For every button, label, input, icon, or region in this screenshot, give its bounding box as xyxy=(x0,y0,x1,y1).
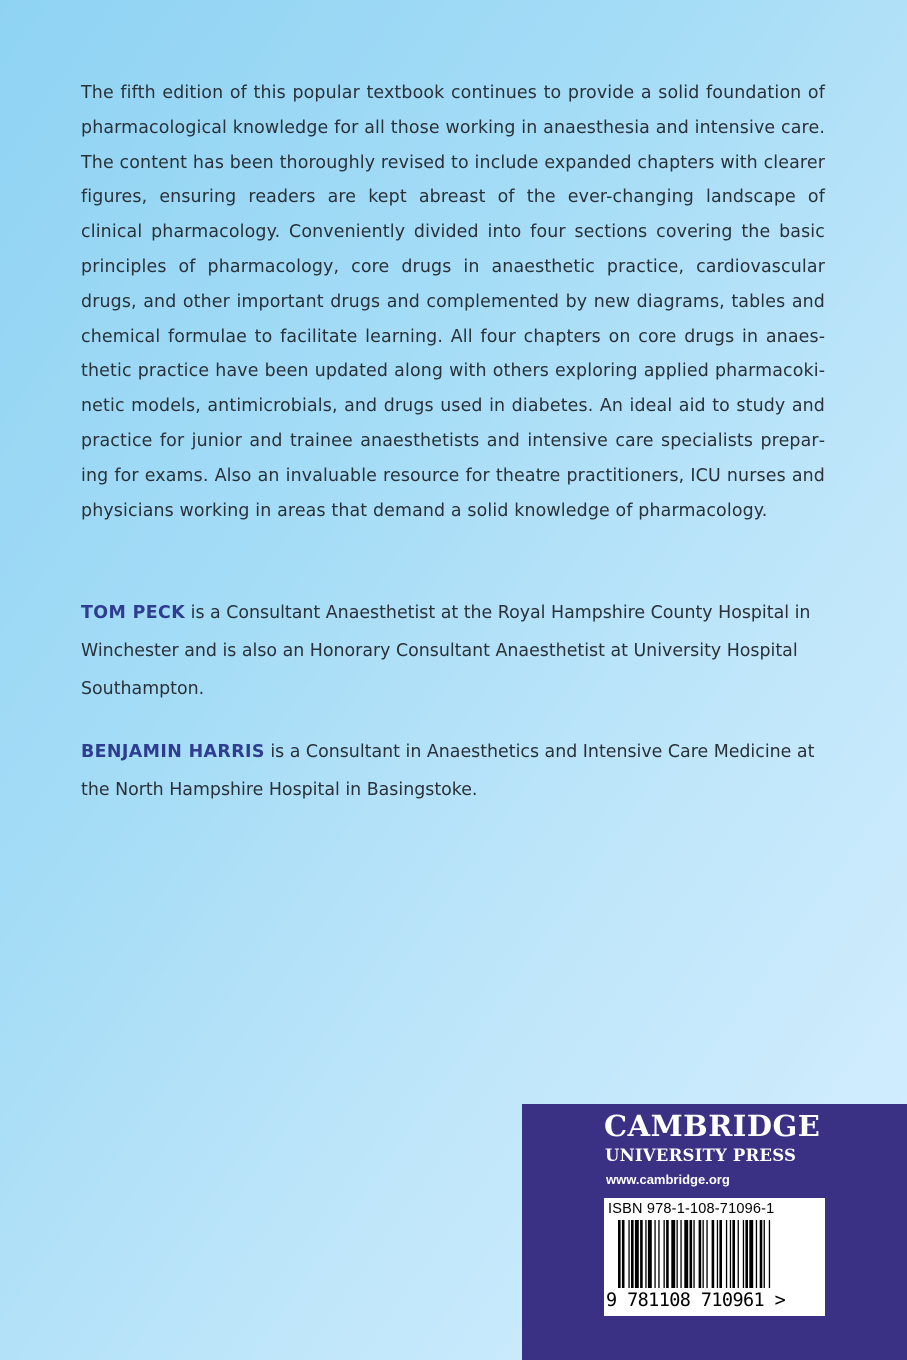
barcode-bar xyxy=(719,1220,722,1288)
barcode-bar xyxy=(648,1220,652,1288)
publisher-logo-name: CAMBRIDGE xyxy=(604,1109,821,1143)
barcode-bar xyxy=(717,1220,718,1288)
barcode-bar xyxy=(712,1220,715,1288)
barcode-bar xyxy=(760,1220,763,1288)
barcode-bar xyxy=(677,1220,678,1288)
barcode-bar xyxy=(680,1220,681,1288)
barcode-bar xyxy=(631,1220,634,1288)
barcode-bar xyxy=(730,1220,731,1288)
barcode-bar xyxy=(703,1220,704,1288)
barcode-bar xyxy=(693,1220,694,1288)
barcode-bar xyxy=(684,1220,688,1288)
barcode-bar xyxy=(635,1220,639,1288)
publisher-logo-press: UNIVERSITY PRESS xyxy=(605,1146,797,1165)
isbn-label: ISBN 978-1-108-71096-1 xyxy=(608,1201,775,1217)
barcode-bar xyxy=(769,1220,770,1288)
barcode-bar xyxy=(726,1220,727,1288)
author-name: BENJAMIN HARRIS xyxy=(81,742,265,762)
barcode-bar xyxy=(640,1220,643,1288)
publisher-block xyxy=(522,1104,907,1360)
barcode-bar xyxy=(622,1220,625,1288)
isbn-barcode xyxy=(604,1198,825,1316)
barcode-bar xyxy=(654,1220,655,1288)
author-bio-text: is a Consultant in Anaesthetics and Intensive Care Medicine at the North Hampshire Hospital in Basingstoke. xyxy=(81,742,815,800)
book-description: The fifth edition of this popular textbook continues to provide a solid foundation of pharmacological knowledge for all those working in anaesthesia and intensive care. The content has been thoroughly revised to include expanded chapters with clearer figures, ensuring readers are kept abreast of the ever-changing landscape of clinical pharmacology. Conveniently divided into four sections covering the basic principles of pharmacology, core drugs in anaesthetic practice, cardiovascular drugs, and other important drugs and complemented by new diagrams, tables and chemical formulae to facilitate learning. All four chapters on core drugs in anaesthetic practice have been updated along with others exploring applied pharmacokinetic models, antimicrobials, and drugs used in diabetes. An ideal aid to study and practice for junior and trainee anaesthetists and intensive care specialists preparing for exams. Also an invaluable resource for theatre practitioners, ICU nurses and physicians working in areas that demand a solid knowledge of pharmacology. xyxy=(81,83,825,521)
barcode-bar xyxy=(706,1220,707,1288)
barcode-bar xyxy=(645,1220,646,1288)
barcode-bar xyxy=(664,1220,665,1288)
barcode-bar xyxy=(732,1220,735,1288)
author-bio-benjamin-harris xyxy=(81,733,825,809)
barcode-bar xyxy=(749,1220,753,1288)
barcode-bar xyxy=(745,1220,748,1288)
barcode-bar xyxy=(658,1220,659,1288)
author-name: TOM PECK xyxy=(81,603,186,623)
barcode-bar xyxy=(671,1220,675,1288)
author-bio-text: is a Consultant Anaesthetist at the Royal Hampshire County Hospital in Winchester and is also an Honorary Consultant Anaesthetist at University Hospital Southampton. xyxy=(81,603,811,699)
barcode-bar xyxy=(666,1220,669,1288)
barcode-bar xyxy=(738,1220,739,1288)
author-bio-tom-peck xyxy=(81,594,825,708)
barcode-bar xyxy=(699,1220,702,1288)
publisher-url: www.cambridge.org xyxy=(606,1172,730,1187)
barcode-bar xyxy=(690,1220,693,1288)
barcode-bar xyxy=(764,1220,765,1288)
barcode-bar xyxy=(756,1220,757,1288)
ean-digits: 9 781108 710961 > xyxy=(606,1290,786,1311)
barcode-bar xyxy=(743,1220,744,1288)
barcode-bar xyxy=(628,1220,629,1288)
barcode-bar xyxy=(618,1220,621,1288)
